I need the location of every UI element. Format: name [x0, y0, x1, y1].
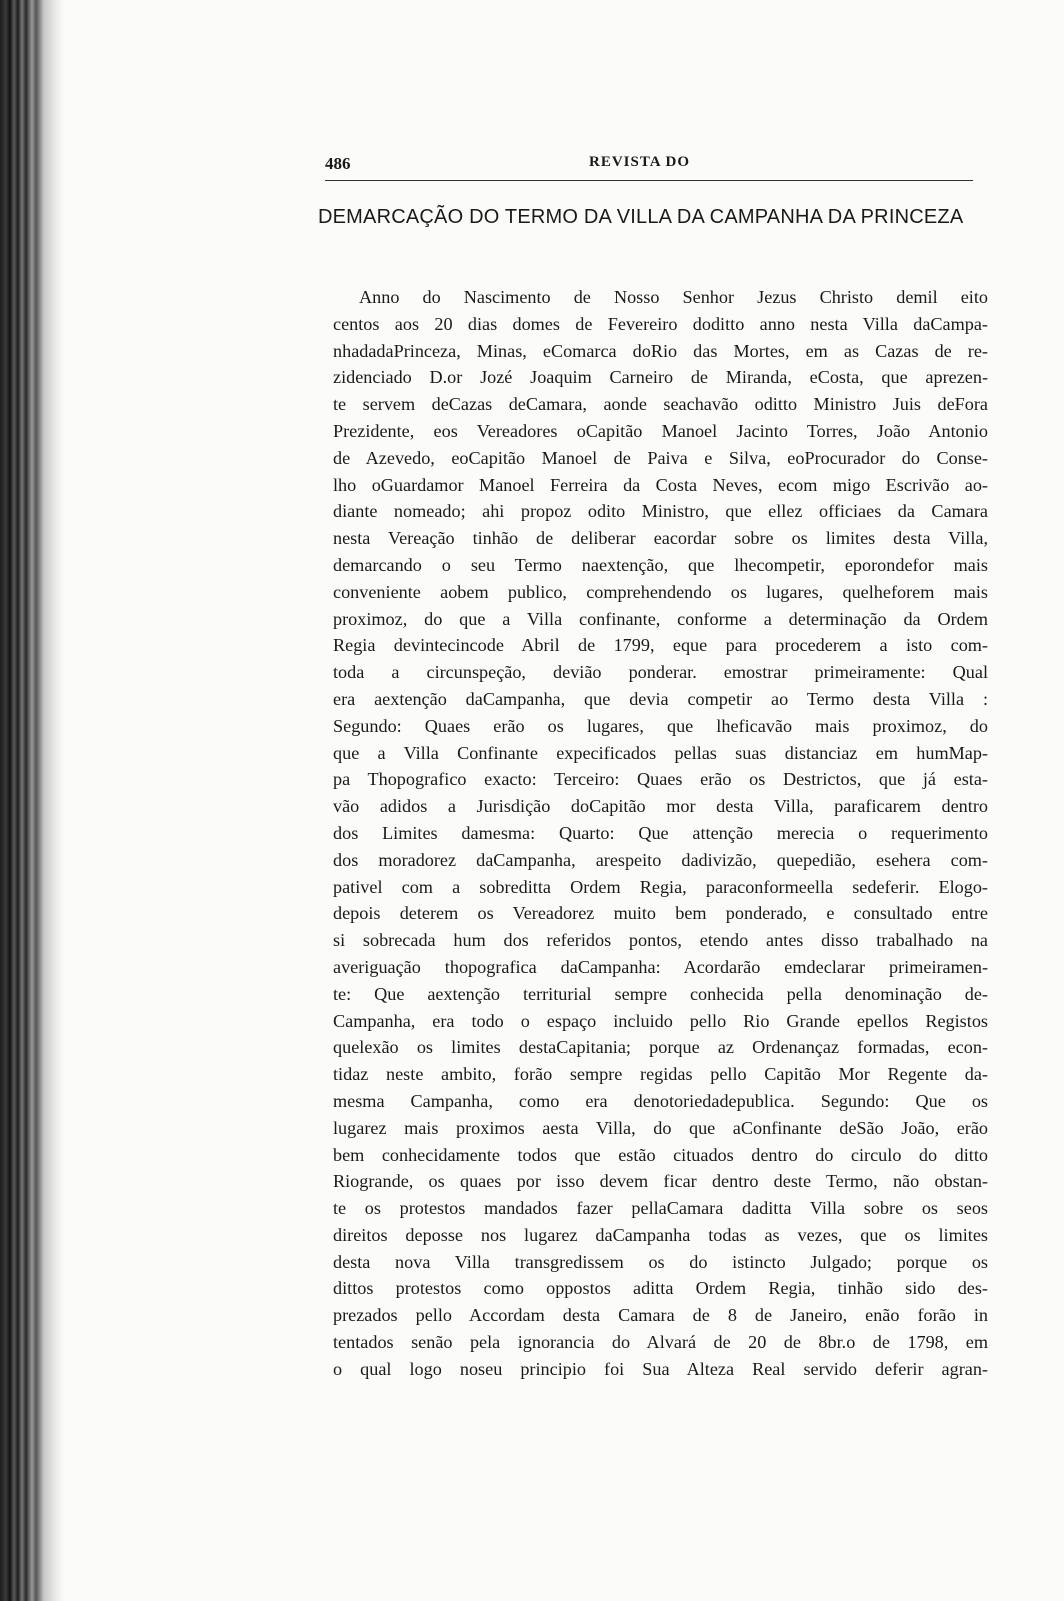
body-line: Segundo: Quaes erão os lugares, que lheficavão mais proximoz, do [333, 715, 988, 736]
body-line: tidaz neste ambito, forão sempre regidas pello Capitão Mor Regente da- [333, 1064, 988, 1085]
body-line: vão adidos a Jurisdição doCapitão mor desta Villa, paraficarem dentro [333, 796, 988, 817]
page-number: 486 [325, 154, 351, 173]
body-line: quelexão os limites destaCapitania; porque az Ordenançaz formadas, econ- [333, 1037, 988, 1058]
body-line: era aextenção daCampanha, que devia competir ao Termo desta Villa : [333, 688, 988, 709]
body-line: nesta Vereação tinhão de deliberar eacordar sobre os limites desta Villa, [333, 528, 988, 549]
body-line: te servem deCazas deCamara, aonde seachavão oditto Ministro Juis deFora [333, 394, 988, 415]
body-line: Campanha, era todo o espaço incluido pello Rio Grande epellos Registos [333, 1010, 988, 1031]
body-line: o qual logo noseu principio foi Sua Alteza Real servido deferir agran- [333, 1358, 988, 1379]
body-line: prezados pello Accordam desta Camara de 8 de Janeiro, enão forão in [333, 1305, 988, 1326]
body-line: que a Villa Confinante expecificados pellas suas distanciaz em humMap- [333, 742, 988, 763]
body-line: lho oGuardamor Manoel Ferreira da Costa Neves, ecom migo Escrivão ao- [333, 474, 988, 495]
body-line: pa Thopografico exacto: Terceiro: Quaes erão os Destrictos, que já esta- [333, 769, 988, 790]
body-line: Anno do Nascimento de Nosso Senhor Jezus Christo demil eito [359, 287, 988, 307]
body-line: Riogrande, os quaes por isso devem ficar dentro deste Termo, não obstan- [333, 1171, 988, 1192]
body-line: desta nova Villa transgredissem os do istincto Julgado; porque os [333, 1251, 988, 1272]
body-line: de Azevedo, eoCapitão Manoel de Paiva e Silva, eoProcurador do Conse- [333, 447, 988, 468]
body-line: toda a circunspeção, devião ponderar. emostrar primeiramente: Qual [333, 662, 988, 683]
header-rule [325, 180, 973, 181]
body-text [333, 284, 988, 1383]
body-line: dittos protestos como oppostos aditta Ordem Regia, tinhão sido des- [333, 1278, 988, 1299]
body-line: dos moradorez daCampanha, arespeito dadivizão, quepedião, esehera com- [333, 849, 988, 870]
body-line: averiguação thopografica daCampanha: Acordarão emdeclarar primeiramen- [333, 956, 988, 977]
body-line: mesma Campanha, como era denotoriedadepublica. Segundo: Que os [333, 1090, 988, 1111]
body-line: lugarez mais proximos aesta Villa, do que aConfinante deSão João, erão [333, 1117, 988, 1138]
body-line: te: Que aextenção territurial sempre conhecida pella denominação de- [333, 983, 988, 1004]
body-line: si sobrecada hum dos referidos pontos, etendo antes disso trabalhado na [333, 930, 988, 951]
body-line: direitos deposse nos lugarez daCampanha todas as vezes, que os limites [333, 1224, 988, 1245]
body-line: zidenciado D.or Jozé Joaquim Carneiro de Miranda, eCosta, que aprezen- [333, 367, 988, 388]
body-line: te os protestos mandados fazer pellaCamara daditta Villa sobre os seos [333, 1198, 988, 1219]
body-line: demarcando o seu Termo naextenção, que lhecompetir, eporondefor mais [333, 554, 988, 575]
body-line: depois deterem os Vereadorez muito bem ponderado, e consultado entre [333, 903, 988, 924]
body-line: proximoz, do que a Villa confinante, conforme a determinação da Ordem [333, 608, 988, 629]
body-line: centos aos 20 dias domes de Fevereiro doditto anno nesta Villa daCampa- [333, 313, 988, 334]
body-line: bem conhecidamente todos que estão cituados dentro do circulo do ditto [333, 1144, 988, 1165]
body-line: conveniente aobem publico, comprehendendo os lugares, quelheforem mais [333, 581, 988, 602]
running-head: REVISTA DO [589, 154, 690, 170]
body-line: diante nomeado; ahi propoz odito Ministro, que ellez officiaes da Camara [333, 501, 988, 522]
body-line: dos Limites damesma: Quarto: Que attenção merecia o requerimento [333, 822, 988, 843]
body-line: Prezidente, eos Vereadores oCapitão Manoel Jacinto Torres, João Antonio [333, 420, 988, 441]
body-line: Regia devintecincode Abril de 1799, eque para procederem a isto com- [333, 635, 988, 656]
document-title: DEMARCAÇÃO DO TERMO DA VILLA DA CAMPANHA DA PRINCEZA [318, 206, 964, 228]
body-line: tentados senão pela ignorancia do Alvará de 20 de 8br.o de 1798, em [333, 1332, 988, 1353]
body-line: pativel com a sobreditta Ordem Regia, paraconformeella sedeferir. Elogo- [333, 876, 988, 897]
body-line: nhadadaPrinceza, Minas, eComarca doRio das Mortes, em as Cazas de re- [333, 340, 988, 361]
